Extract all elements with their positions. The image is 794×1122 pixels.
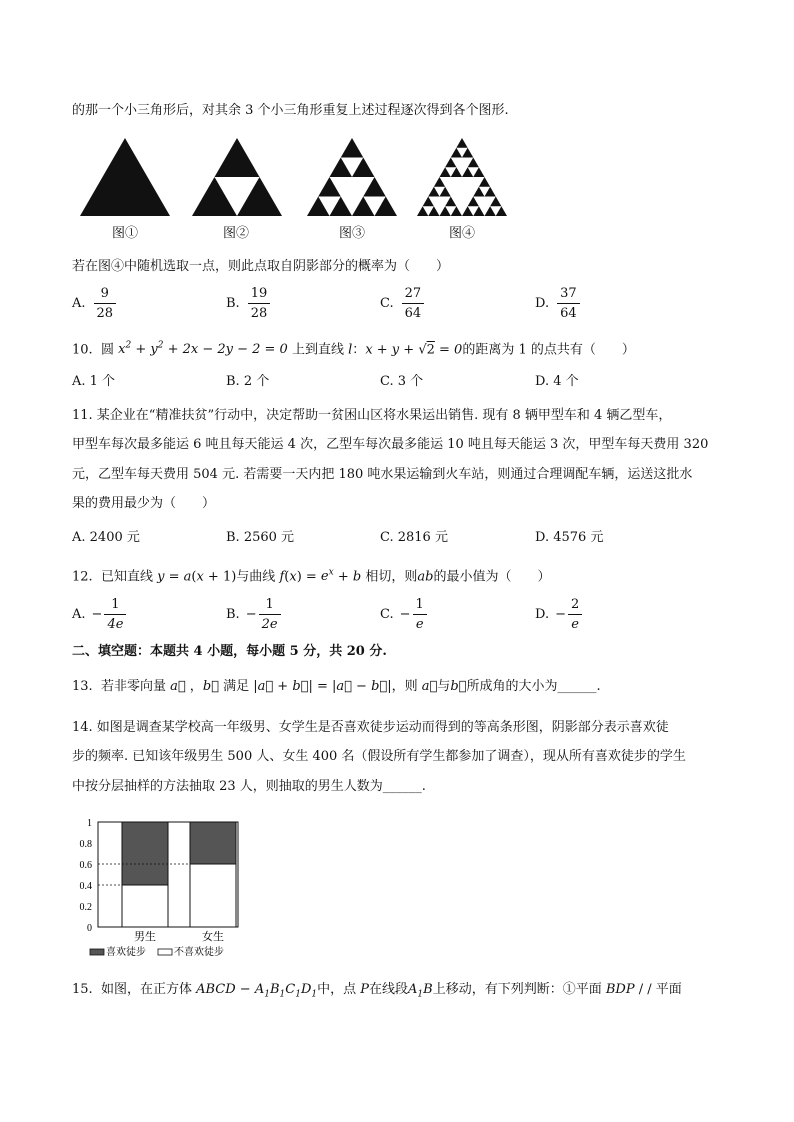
triangle (473, 167, 484, 177)
triangle (440, 187, 451, 197)
triangle (307, 196, 330, 215)
q12-option-a: A. − $\frac{1}{4e}$ (72, 597, 126, 632)
triangle (341, 138, 364, 157)
denominator: 28 (248, 303, 271, 321)
q11-line-1: 11. 某企业在“精准扶贫”行动中，决定帮助一贫困山区将水果运出销售. 现有 8 辆甲型车和 4 辆乙型车， (72, 408, 672, 423)
triangle (445, 157, 456, 167)
triangle (485, 187, 496, 197)
q15-stem: 15. 如图，在正方体 ABCD − $A_1B_1C_1D_1$中，点 P在线段$A_1B$上移动，有下列判断：①平面 BDP / / 平面 (72, 982, 682, 1000)
q12-stem: 12. 已知直线 y = a(x + 1)与曲线 $f(x) = e^x + b$ 相切，则ab的最小值为（ ） (72, 568, 551, 585)
q13-stem: 13. 若非零向量 a⃗ ，b⃗ 满足 |a⃗ + b⃗| = |a⃗ − b⃗|，则 a⃗与b⃗所成角的大小为______. (72, 679, 601, 694)
triangle (462, 167, 473, 177)
category-label: 男生 (134, 931, 156, 943)
triangle (375, 196, 398, 215)
triangle (318, 177, 341, 196)
q11-option-b: B. 2560 元 (226, 530, 295, 545)
q9-option-b (226, 286, 270, 321)
y-tick-label: 0.4 (79, 881, 92, 892)
q14-line-1: 14. 如图是调查某学校高一年级男、女学生是否喜欢徒步运动而得到的等高条形图，阴影部分表示喜欢徒 (72, 720, 669, 735)
figure-caption-2: 图② (222, 226, 249, 241)
triangle (490, 196, 501, 206)
triangle (468, 157, 479, 167)
q9-option-d (535, 286, 580, 321)
triangle (352, 196, 375, 215)
denominator: 28 (94, 303, 117, 321)
triangle (363, 177, 386, 196)
y-tick-label: 0 (87, 923, 92, 934)
bar-segment (122, 822, 168, 885)
triangle (428, 187, 439, 197)
q10-stem: 10. 圆 $x^2 + y^2 + 2x - 2y - 2 = 0$ 上到直线 l：x + y + √2 = 0的距离为 1 的点共有（ ） (72, 341, 635, 358)
figure-4 (417, 138, 507, 216)
triangle (451, 148, 462, 158)
triangle (473, 187, 484, 197)
q11-line-4: 果的费用最少为（ ） (72, 496, 216, 511)
numerator: 9 (100, 286, 109, 301)
figure-caption-4: 图④ (448, 226, 475, 241)
q11-line-2: 甲型车每次最多能运 6 吨且每天能运 4 次，乙型车每次最多能运 10 吨且每天能运 3 次，甲型车每天费用 320 (72, 437, 709, 452)
line-equation: l (348, 342, 353, 358)
triangle (330, 157, 353, 176)
bar-segment (190, 822, 236, 864)
triangle (462, 148, 473, 158)
denominator: 64 (402, 303, 425, 321)
figure-3 (307, 138, 397, 216)
triangle (445, 196, 456, 206)
q9-option-a (72, 286, 116, 321)
q11-option-a: A. 2400 元 (72, 530, 140, 545)
bar-segment (190, 864, 236, 927)
category-label: 女生 (202, 931, 224, 943)
triangle (485, 206, 496, 216)
legend-label-not-liked: 不喜欢徒步 (174, 947, 224, 958)
legend-label-liked: 喜欢徒步 (106, 947, 146, 958)
stacked-bar-chart (70, 812, 250, 962)
figure-caption-1: 图① (111, 226, 138, 241)
triangle (428, 206, 439, 216)
option-label: D. (535, 296, 550, 311)
triangle (215, 138, 260, 177)
triangle (456, 138, 467, 148)
q12-option-d: D. − $\frac{2}{e}$ (535, 597, 582, 632)
option-label: C. (380, 296, 394, 311)
triangle (479, 177, 490, 187)
q14-line-2: 步的频率. 已知该年级男生 500 人、女生 400 名（假设所有学生都参加了调查），现从所有喜欢徒步的学生 (72, 749, 686, 764)
q11-option-c: C. 2816 元 (380, 530, 448, 545)
figure-1 (80, 138, 170, 216)
q9-stem: 若在图④中随机选取一点，则此点取自阴影部分的概率为（ ） (72, 259, 450, 274)
triangle (440, 167, 451, 177)
bar-segment (122, 885, 168, 927)
q11-option-d: D. 4576 元 (535, 530, 604, 545)
q10-option-a: A. 1 个 (72, 374, 116, 389)
triangle (330, 196, 353, 215)
triangle (468, 196, 479, 206)
denominator: 64 (557, 303, 580, 321)
intro-line: 的那一个小三角形后，对其余 3 个小三角形重复上述过程逐次得到各个图形. (72, 103, 509, 118)
triangle (352, 157, 375, 176)
triangle (192, 177, 237, 216)
numerator: 27 (404, 286, 422, 301)
triangle (417, 206, 428, 216)
triangle (440, 206, 451, 216)
section-2-heading: 二、填空题：本题共 4 小题，每小题 5 分，共 20 分. (72, 644, 387, 659)
q9-option-c (380, 286, 424, 321)
legend-swatch-liked (90, 949, 104, 955)
q14-line-3: 中按分层抽样的方法抽取 23 人，则抽取的男生人数为______. (72, 779, 426, 794)
q12-option-c: C. − $\frac{1}{e}$ (380, 597, 427, 632)
option-label: B. (226, 296, 240, 311)
triangle (423, 196, 434, 206)
q10-option-c: C. 3 个 (380, 374, 424, 389)
numerator: 19 (250, 286, 268, 301)
q11-line-3: 元，乙型车每天费用 504 元. 若需要一天内把 180 吨水果运输到火车站，则通过合理调配车辆，运送这批水 (72, 467, 693, 482)
y-tick-label: 0.8 (79, 839, 92, 850)
q10-option-b: B. 2 个 (226, 374, 270, 389)
numerator: 37 (560, 286, 577, 301)
option-label: A. (72, 296, 86, 311)
triangle (434, 177, 445, 187)
figure-2 (192, 138, 282, 216)
triangle (496, 206, 507, 216)
sierpinski-figures (72, 136, 522, 226)
triangle (237, 177, 282, 216)
y-tick-label: 0.6 (79, 860, 92, 871)
triangle (462, 206, 473, 216)
q10-option-d: D. 4 个 (535, 374, 579, 389)
y-tick-label: 0.2 (79, 902, 92, 913)
figure-caption-3: 图③ (338, 226, 365, 241)
triangle (473, 206, 484, 216)
legend-swatch-not-liked (158, 949, 172, 955)
y-tick-label: 1 (87, 818, 92, 829)
triangle (451, 167, 462, 177)
triangle (451, 206, 462, 216)
triangle (80, 138, 170, 216)
q12-option-b: B. − $\frac{1}{2e}$ (226, 597, 281, 632)
circle-equation: $x^2 + y^2 + 2x - 2y - 2 = 0$ (118, 341, 288, 358)
